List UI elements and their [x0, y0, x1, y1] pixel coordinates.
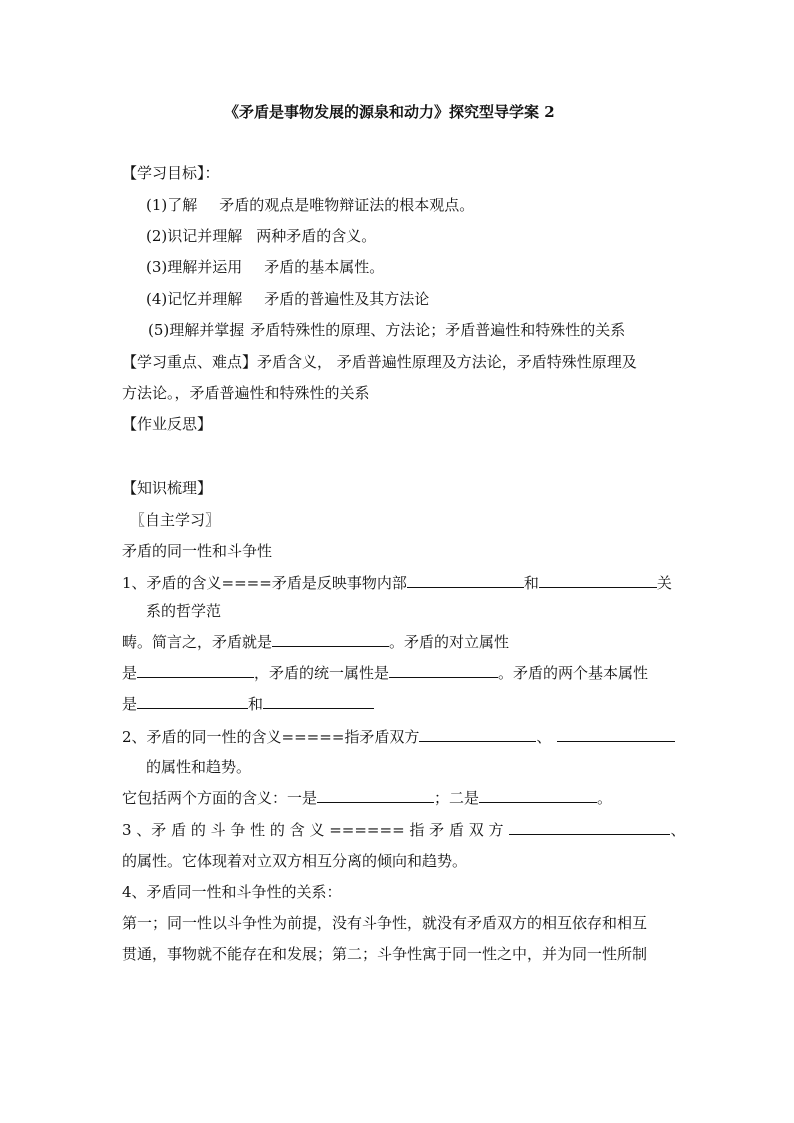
- fill-blank[interactable]: [137, 663, 254, 678]
- objective-verb: 识记并理解: [167, 227, 243, 245]
- q1-text-g: 是: [122, 664, 138, 682]
- q3-text-b: 、: [670, 821, 686, 839]
- objective-4: [146, 289, 429, 309]
- document-title: 《矛盾是事物发展的源泉和动力》探究型导学案 2: [224, 103, 555, 121]
- fill-blank[interactable]: [539, 573, 657, 588]
- q2-line-2: 的属性和趋势。: [146, 758, 252, 776]
- objective-verb: 理解并掌握: [169, 321, 245, 339]
- q4-line-1: 第一；同一性以斗争性为前提，没有斗争性，就没有矛盾双方的相互依存和相互: [122, 914, 648, 932]
- fill-blank[interactable]: [419, 727, 536, 742]
- q2-line-1: [122, 727, 675, 747]
- q1-text-c: 关: [656, 574, 672, 592]
- q3-line-2: 的属性。它体现着对立双方相互分离的倾向和趋势。: [122, 852, 468, 870]
- knowledge-heading: 【知识梳理】: [122, 479, 213, 497]
- fill-blank[interactable]: [389, 663, 498, 678]
- q1-text-j: 是: [122, 695, 138, 713]
- q1-text-e: 畴。简言之，矛盾就是: [122, 633, 273, 651]
- fill-blank[interactable]: [479, 788, 597, 803]
- objective-verb: 了解: [167, 196, 198, 214]
- fill-blank[interactable]: [557, 727, 675, 742]
- q1-text-k: 和: [248, 695, 264, 713]
- objective-2: [146, 226, 376, 246]
- reflection-heading: 【作业反思】: [122, 415, 213, 433]
- fill-blank[interactable]: [263, 694, 374, 709]
- q1-text-i: 。矛盾的两个基本属性: [498, 664, 649, 682]
- q1-line-5: [122, 694, 374, 714]
- objective-text: 矛盾的基本属性。: [264, 258, 385, 276]
- objective-3: [146, 257, 384, 277]
- key-points-line-2: 方法论。，矛盾普遍性和特殊性的关系: [122, 384, 370, 402]
- objective-text: 矛盾的观点是唯物辩证法的根本观点。: [219, 196, 475, 214]
- q2-text-a: 2、矛盾的同一性的含义=====指矛盾双方: [122, 728, 420, 746]
- q1-line-2: 系的哲学范: [146, 602, 222, 620]
- q2-text-e: ；二是: [434, 789, 480, 807]
- q1-text-h: ，矛盾的统一属性是: [254, 664, 390, 682]
- objective-1: [146, 195, 474, 215]
- q3-line-1: [122, 820, 686, 840]
- objective-num: (2): [146, 227, 168, 245]
- key-points-line-1: [122, 352, 637, 372]
- q1-text-b: 和: [523, 574, 539, 592]
- fill-blank[interactable]: [407, 573, 524, 588]
- objective-text: 矛盾特殊性的原理、方法论；矛盾普遍性和特殊性的关系: [250, 321, 626, 339]
- fill-blank[interactable]: [317, 788, 434, 803]
- fill-blank[interactable]: [137, 694, 248, 709]
- q2-text-b: 、: [536, 728, 552, 746]
- objective-verb: 记忆并理解: [167, 290, 243, 308]
- self-study-label: 〖自主学习〗: [130, 511, 221, 529]
- key-points-heading: 【学习重点、难点】: [122, 353, 258, 371]
- objective-num: (1): [146, 196, 168, 214]
- objective-text: 矛盾的普遍性及其方法论: [264, 290, 430, 308]
- q3-text-a: 3 、矛 盾 的 斗 争 性 的 含 义 ====== 指 矛 盾 双 方: [122, 821, 504, 839]
- q1-line-1: [122, 573, 672, 593]
- objective-5: [148, 320, 625, 340]
- fill-blank[interactable]: [272, 632, 389, 647]
- objective-text: 两种矛盾的含义。: [256, 227, 377, 245]
- q1-text-f: 。矛盾的对立属性: [389, 633, 510, 651]
- key-points-text: 矛盾含义， 矛盾普遍性原理及方法论，矛盾特殊性原理及: [257, 353, 637, 371]
- q4-line-2: 贯通，事物就不能存在和发展；第二；斗争性寓于同一性之中，并为同一性所制: [122, 945, 648, 963]
- objectives-heading: 【学习目标】：: [122, 164, 220, 182]
- objective-num: (3): [146, 258, 168, 276]
- q2-line-3: [122, 788, 612, 808]
- q1-line-4: [122, 663, 648, 683]
- q1-text-a: 1、矛盾的含义====矛盾是反映事物内部: [122, 574, 407, 592]
- objective-num: (5): [148, 321, 170, 339]
- q1-line-3: [122, 632, 509, 652]
- objective-num: (4): [146, 290, 168, 308]
- q2-text-d: 它包括两个方面的含义：一是: [122, 789, 318, 807]
- q4-heading: 4、矛盾同一性和斗争性的关系：: [122, 883, 342, 901]
- q2-text-f: 。: [597, 789, 613, 807]
- section-title: 矛盾的同一性和斗争性: [122, 542, 273, 560]
- fill-blank[interactable]: [509, 820, 670, 835]
- objective-verb: 理解并运用: [167, 258, 243, 276]
